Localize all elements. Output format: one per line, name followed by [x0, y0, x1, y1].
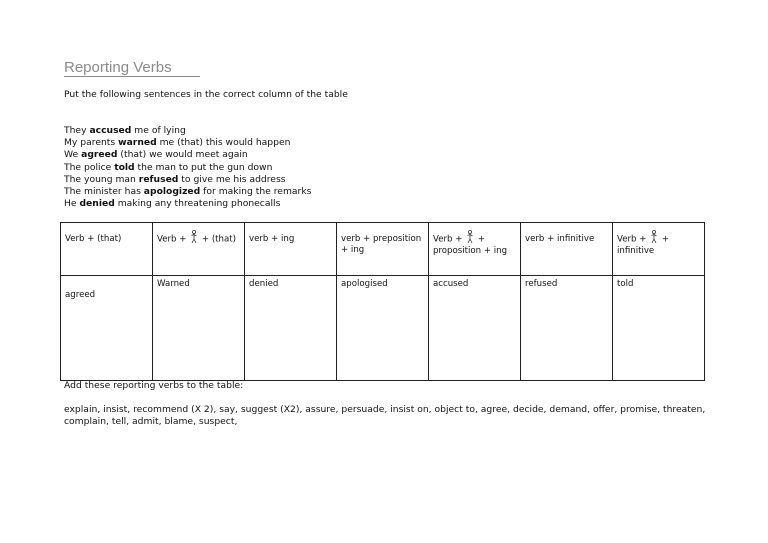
add-verbs-heading: Add these reporting verbs to the table: [64, 380, 244, 391]
sentence-item: My parents warned me (that) this would happen [64, 137, 291, 149]
header-verb-person-proposition-ing: Verb + + proposition + ing [429, 223, 521, 276]
sentence-item: He denied making any threatening phonecalls [64, 198, 281, 210]
table-cell: denied [245, 276, 337, 381]
table-cell: agreed [61, 276, 153, 381]
page-title: Reporting Verbs [64, 59, 200, 77]
sentence-item: They accused me of lying [64, 125, 186, 136]
instruction-text: Put the following sentences in the correct column of the table [64, 89, 348, 100]
table-cell: apologised [337, 276, 429, 381]
person-icon [190, 230, 198, 244]
header-verb-preposition-ing: verb + preposition + ing [337, 223, 429, 276]
table-cell: Warned [153, 276, 245, 381]
table-answer-row [61, 276, 705, 381]
table-cell: told [613, 276, 705, 381]
sentence-item: The police told the man to put the gun down [64, 161, 273, 173]
add-verbs-list: explain, insist, recommend (X 2), say, suggest (X2), assure, persuade, insist on, object to, agree, decide, demand, offer, promise, threaten, complain, tell, admit, blame, suspect, [64, 404, 706, 428]
table-header-row [61, 223, 705, 276]
sentence-list [64, 125, 311, 210]
header-verb-person-infinitive: Verb + + infinitive [613, 223, 705, 276]
verb-pattern-table [60, 222, 705, 381]
person-icon [466, 230, 474, 244]
header-verb-person-that: Verb + + (that) [153, 223, 245, 276]
sentence-item: The minister has apologized for making the remarks [64, 186, 312, 198]
header-verb-ing: verb + ing [245, 223, 337, 276]
sentence-item: We agreed (that) we would meet again [64, 149, 248, 161]
table-cell: accused [429, 276, 521, 381]
table-cell: refused [521, 276, 613, 381]
sentence-item: The young man refused to give me his address [64, 173, 286, 185]
header-verb-infinitive: verb + infinitive [521, 223, 613, 276]
person-icon [650, 230, 658, 244]
header-verb-that: Verb + (that) [61, 223, 153, 276]
